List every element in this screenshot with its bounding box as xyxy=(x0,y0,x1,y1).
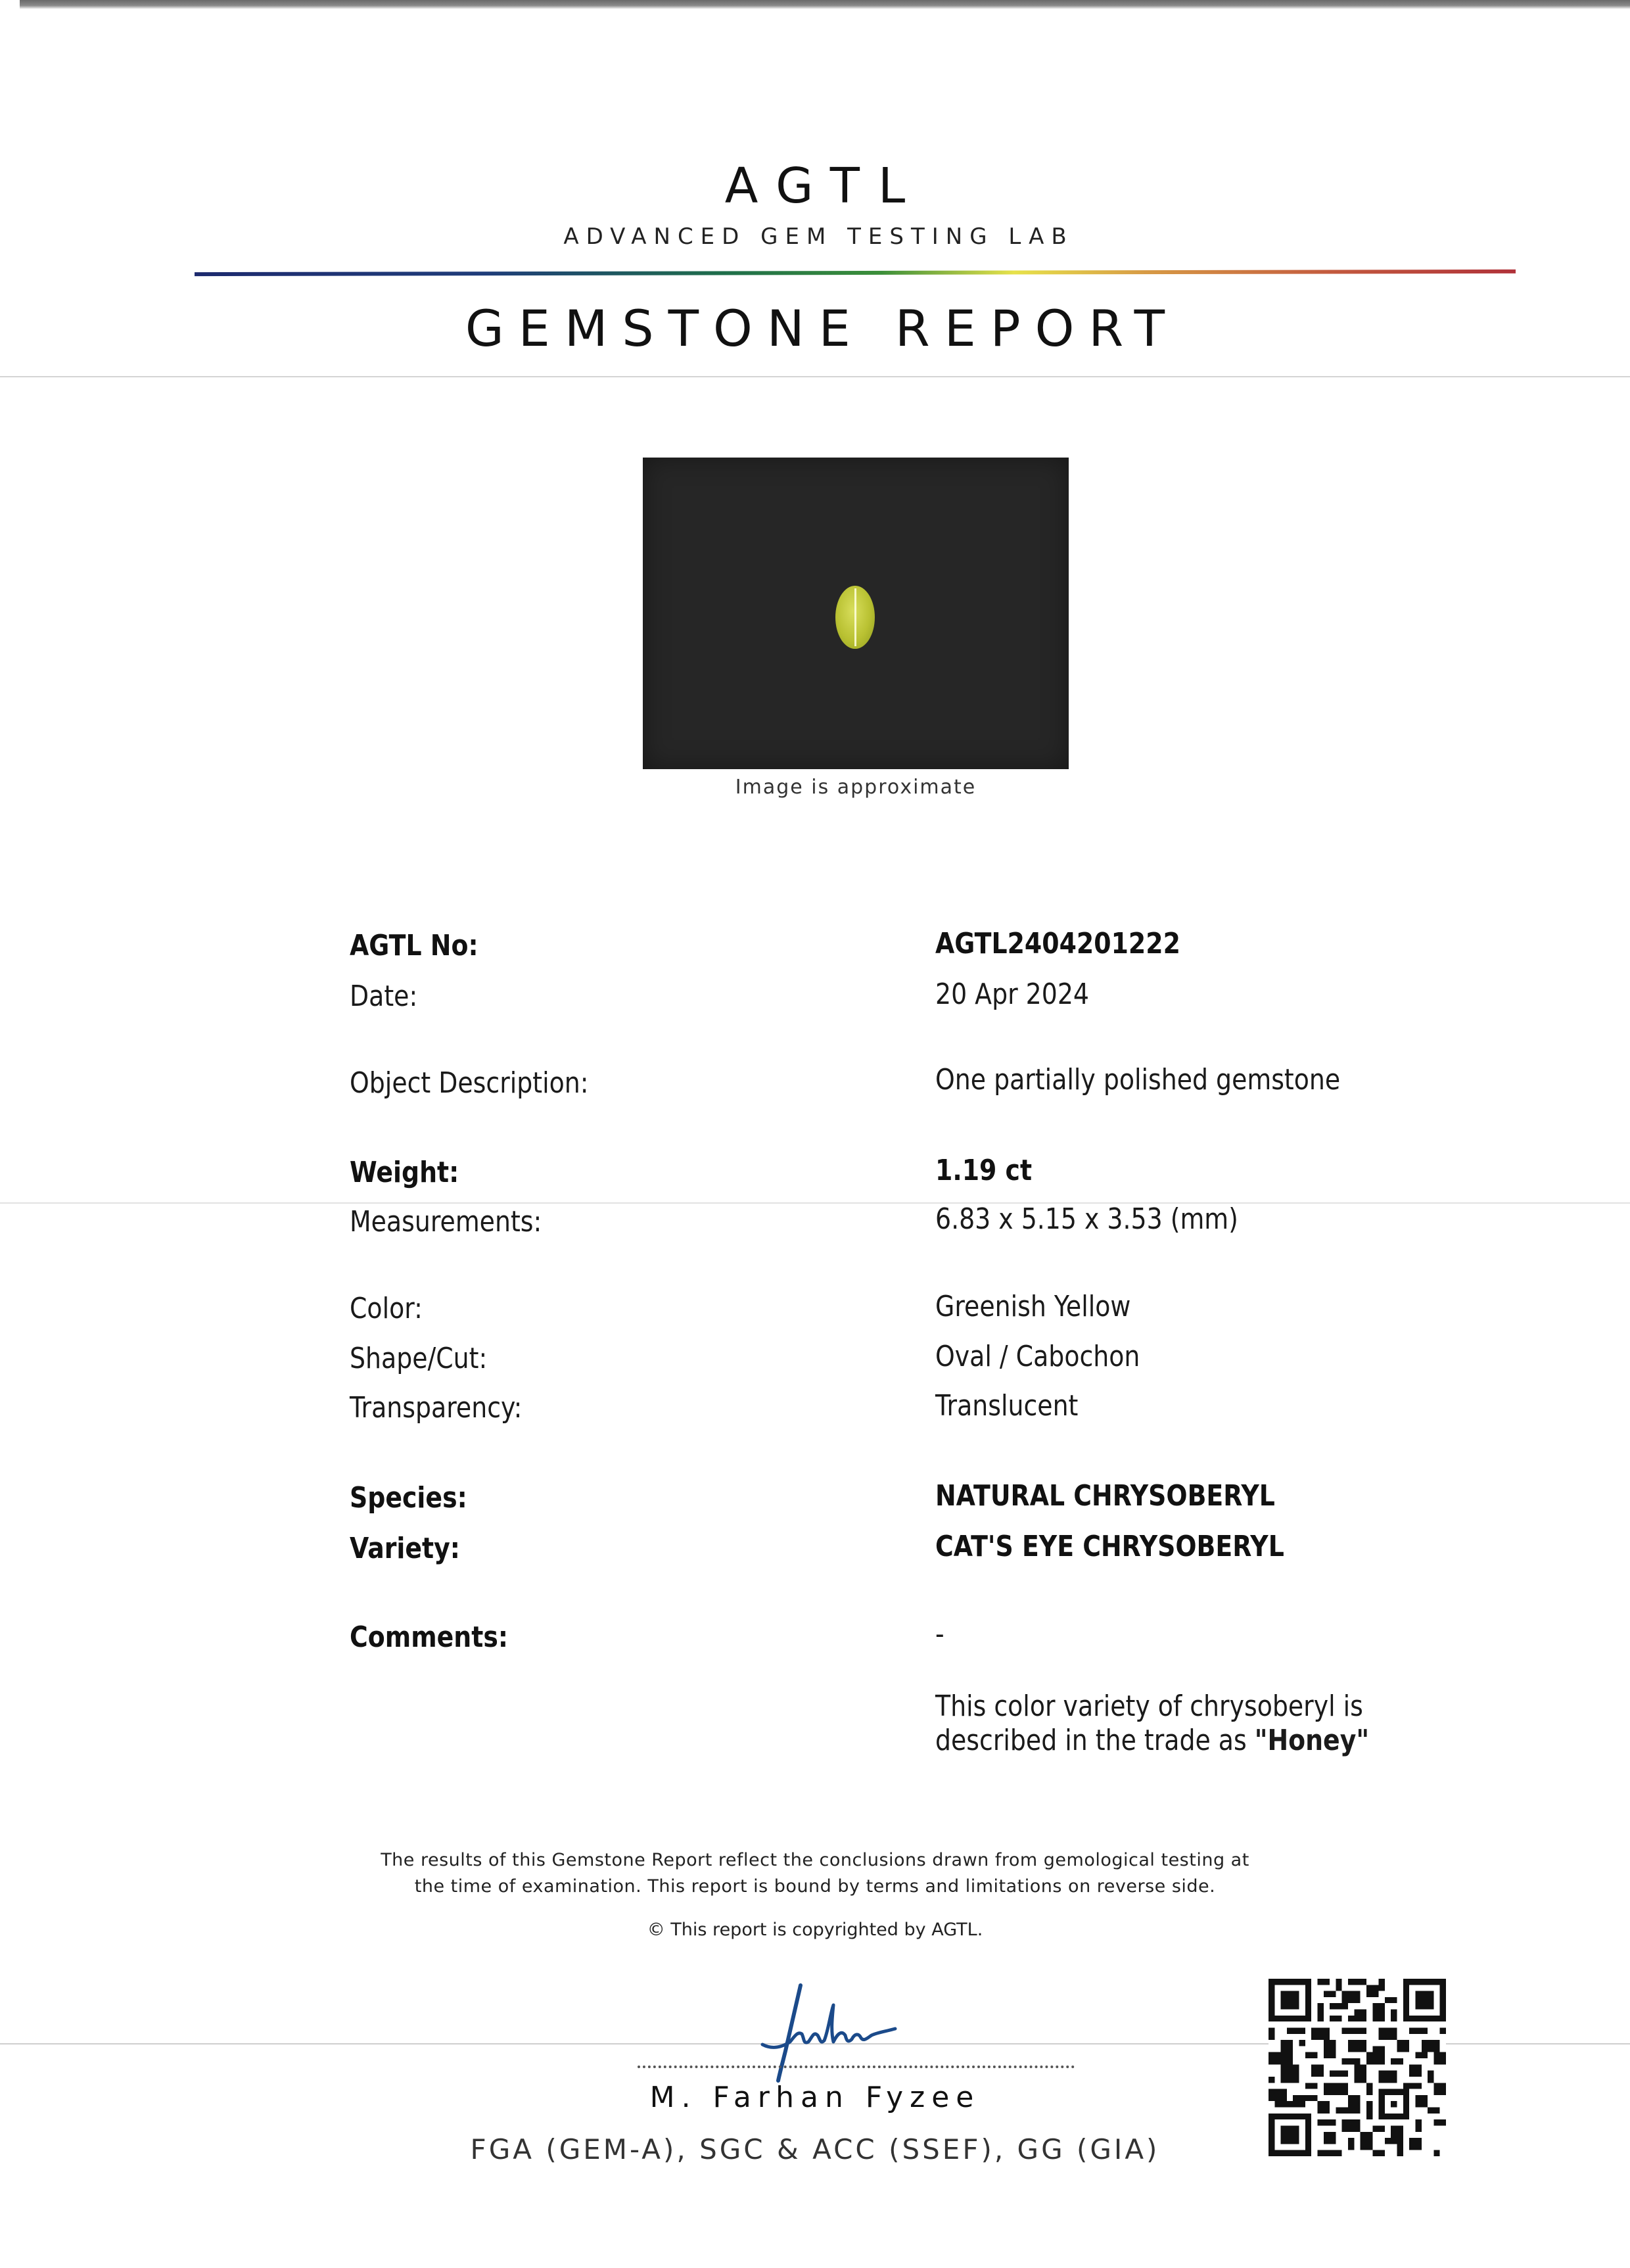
comment-note xyxy=(935,1689,1478,1758)
gemstone-photo xyxy=(643,458,1069,769)
field-value-species: NATURAL CHRYSOBERYL xyxy=(935,1479,1275,1513)
spectrum-divider xyxy=(195,270,1516,276)
comment-note-trade-name: "Honey" xyxy=(1254,1724,1370,1757)
scan-edge-shadow xyxy=(20,0,1630,9)
report-title: GEMSTONE REPORT xyxy=(465,299,1180,358)
field-label-measurements: Measurements: xyxy=(350,1205,542,1239)
photo-caption: Image is approximate xyxy=(735,776,977,799)
field-label-color: Color: xyxy=(350,1292,423,1325)
field-value-shape-cut: Oval / Cabochon xyxy=(935,1340,1140,1373)
chatoyancy-band xyxy=(854,588,856,646)
signature-line xyxy=(638,2066,1075,2068)
field-value-weight: 1.19 ct xyxy=(935,1154,1033,1187)
lab-full-name: ADVANCED GEM TESTING LAB xyxy=(563,224,1074,250)
field-label-comments: Comments: xyxy=(350,1620,508,1654)
signature-icon xyxy=(749,1979,946,2084)
fold-line xyxy=(0,1202,1630,1204)
field-label-date: Date: xyxy=(350,980,418,1013)
copyright-notice: © This report is copyrighted by AGTL. xyxy=(647,1920,983,1940)
field-value-comments: - xyxy=(935,1617,944,1651)
signer-credentials: FGA (GEM-A), SGC & ACC (SSEF), GG (GIA) xyxy=(470,2133,1160,2165)
qr-code-icon[interactable] xyxy=(1269,1979,1446,2156)
lab-logo-text: AGTL xyxy=(724,158,924,214)
field-label-transparency: Transparency: xyxy=(350,1391,523,1425)
field-value-variety: CAT'S EYE CHRYSOBERYL xyxy=(935,1530,1284,1563)
disclaimer xyxy=(0,1847,1630,1900)
field-label-weight: Weight: xyxy=(350,1156,459,1189)
field-value-color: Greenish Yellow xyxy=(935,1290,1131,1323)
disclaimer-line-1: The results of this Gemstone Report reflect the conclusions drawn from gemological testing at xyxy=(381,1850,1249,1870)
cats-eye-gem-icon xyxy=(835,586,875,649)
field-value-date: 20 Apr 2024 xyxy=(935,978,1089,1011)
signer-name: M. Farhan Fyzee xyxy=(649,2081,981,2114)
field-value-agtl-no: AGTL2404201222 xyxy=(935,927,1180,960)
field-value-transparency: Translucent xyxy=(935,1389,1079,1423)
field-label-object-description: Object Description: xyxy=(350,1066,589,1100)
field-label-variety: Variety: xyxy=(350,1532,460,1565)
field-label-shape-cut: Shape/Cut: xyxy=(350,1342,488,1375)
field-value-object-description: One partially polished gemstone xyxy=(935,1063,1341,1097)
field-label-species: Species: xyxy=(350,1481,467,1515)
fold-line xyxy=(0,376,1630,377)
comment-note-text: This color variety of chrysoberyl is described in the trade as xyxy=(935,1689,1363,1757)
field-value-measurements: 6.83 x 5.15 x 3.53 (mm) xyxy=(935,1202,1238,1236)
disclaimer-line-2: the time of examination. This report is bound by terms and limitations on reverse side. xyxy=(414,1876,1216,1897)
field-label-agtl-no: AGTL No: xyxy=(350,929,478,962)
